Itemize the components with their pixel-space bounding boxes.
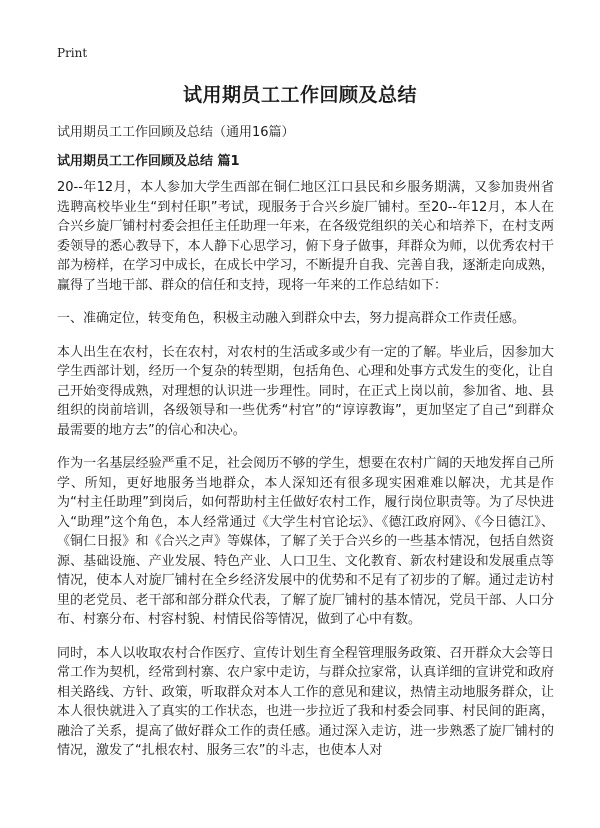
paragraph: 作为一名基层经验严重不足，社会阅历不够的学生，想要在农村广阔的天地发挥自己所学、所知，更好地服务当地群众，本人深知还有很多现实困难难以解决，尤其是作为“村主任助理”到岗后，如何帮助村主任做好农村工作，履行岗位职责等。为了尽快进入“助理”这个角色，本人经常通过《大学生村官论坛》、《德江政府网》、《今日德江》、《铜仁日报》和《合兴之声》等媒体，了解了关于合兴乡的一些基本情况，包括自然资源、基础设施、产业发展、特色产业、人口卫生、文化教育、新农村建设和发展重点等情况，使本人对旋厂铺村在全乡经济发展中的优势和不足有了初步的了解。通过走访村里的老党员、老干部和部分群众代表，了解了旋厂铺村的基本情况，党员干部、人口分布、村寨分布、村容村貌、村情民俗等情况，做到了心中有数。 (57, 456, 554, 627)
article-body (57, 178, 554, 775)
print-link[interactable]: Print (57, 46, 88, 60)
document-subtitle: 试用期员工工作回顾及总结（通用16篇） (57, 125, 295, 140)
paragraph: 20--年12月，本人参加大学生西部在铜仁地区江口县民和乡服务期满，又参加贵州省选聘高校毕业生“到村任职”考试，现服务于合兴乡旋厂铺村。至20--年12月，本人在合兴乡旋厂铺村村委会担任主任助理一年来，在各级党组织的关心和培养下，在村支两委领导的悉心教导下，本人静下心思学习，俯下身子做事，拜群众为师，以优秀农村干部为榜样，在学习中成长，在成长中学习，不断提升自我、完善自我，逐渐走向成熟，赢得了当地干部、群众的信任和支持，现将一年来的工作总结如下： (57, 180, 554, 293)
section-heading: 试用期员工工作回顾及总结 篇1 (57, 154, 240, 169)
paragraph-heading: 一、准确定位，转变角色，积极主动融入到群众中去，努力提高群众工作责任感。 (57, 311, 526, 326)
paragraph: 本人出生在农村，长在农村，对农村的生活或多或少有一定的了解。毕业后，因参加大学生西部计划，经历一个复杂的转型期，包括角色、心理和处事方式发生的变化，让自己开始变得成熟，对理想的认识进一步理性。同时，在正式上岗以前，参加省、地、县组织的岗前培训，各级领导和一些优秀“村官”的“谆谆教诲”，更加坚定了自己“到群众最需要的地方去”的信心和决心。 (57, 344, 554, 438)
paragraph: 同时，本人以收取农村合作医疗、宣传计划生育全程管理服务政策、召开群众大会等日常工作为契机，经常到村寨、农户家中走访，与群众拉家常，认真详细的宣讲党和政府相关路线、方针、政策，听取群众对本人工作的意见和建议，热情主动地服务群众，让本人很快就进入了真实的工作状态，也进一步拉近了我和村委会同事、村民间的距离，融洽了关系，提高了做好群众工作的责任感。通过深入走访，进一步熟悉了旋厂铺村的情况，激发了“扎根农村、服务三农”的斗志，也使本人对 (57, 645, 554, 758)
document-title: 试用期员工工作回顾及总结 (182, 84, 417, 106)
